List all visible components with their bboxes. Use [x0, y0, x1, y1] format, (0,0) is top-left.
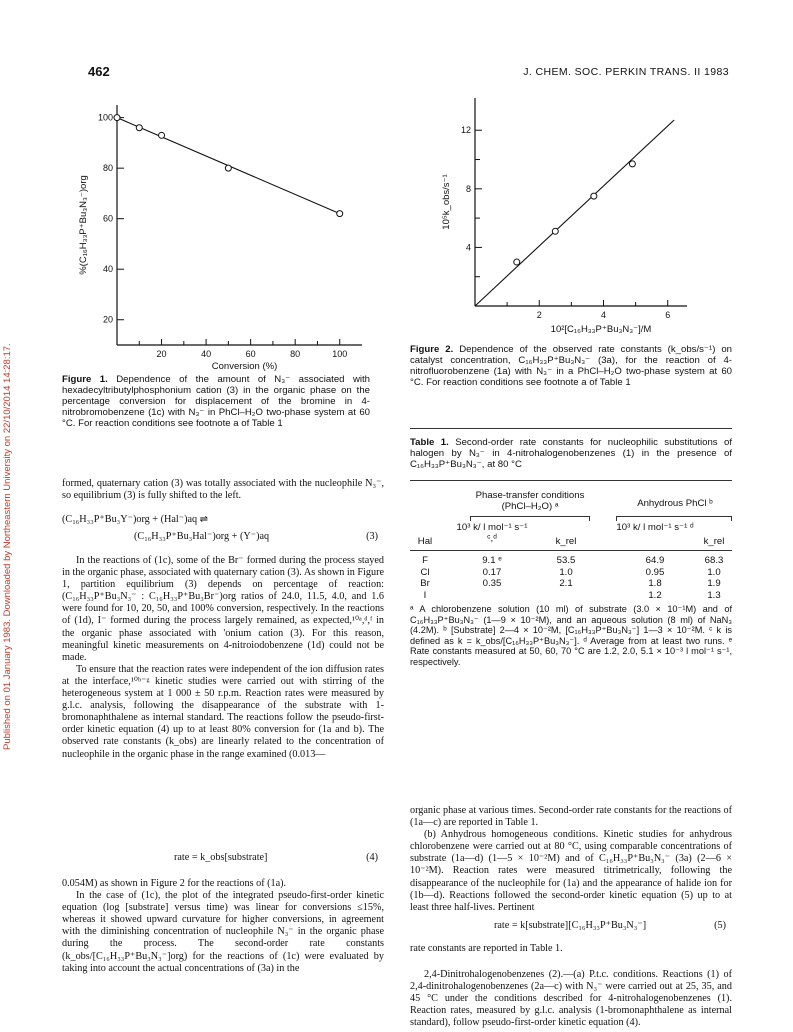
- y-tick-label: 20: [102, 314, 113, 325]
- data-point: [552, 228, 558, 234]
- table-1-title: Table 1. Second-order rate constants for nucleophilic substitutions of halogen by N₃⁻ in 4-nitrohalogenobenzenes (1) in the presence of C₁₆H₃₃P⁺Bu₃N₃⁻, at 80 °C: [410, 437, 733, 470]
- table-cell-k1: 9.1 ᵉ: [482, 555, 502, 566]
- y-tick-label: 80: [102, 163, 113, 174]
- table-1-footnotes: ᵃ A chlorobenzene solution (10 ml) of substrate (3.0 × 10⁻¹M) and of C₁₆H₃₃P⁺Bu₃N₃⁻ (1—9 × 10⁻²M), and an aqueous solution (8 ml) of NaN₃ (4.2M). ᵇ [Substrate] 2—4 × 10⁻²M, [C₁₆H₃₃P⁺Bu₃N₃⁻] 1—3 × 10⁻²M. ᶜ k is defined as k = k_obs/[C₁₆H₃₃P⁺Bu₃N₃⁻]. ᵈ Average from at least two runs. ᵉ Rate constants measured at 50, 60, 70 °C are 1.2, 2.0, 5.1 × 10⁻³ l mol⁻¹ s⁻¹, respectively.: [410, 604, 732, 667]
- figure-2-caption: Figure 2. Dependence of the observed rate constants (k_obs/s⁻¹) on catalyst concentration, C₁₆H₃₃P⁺Bu₃N₃⁻ (3a), for the reaction of 4-nitrofluorobenzene (1a) with N₃⁻ in a PhCl–H₂O two-phase system at 60 °C. For reaction conditions see footnote a of Table 1: [410, 344, 733, 388]
- equation-3-line1: (C₁₆H₃₃P⁺Bu₃Y⁻)org + (Hal⁻)aq ⇌: [62, 514, 209, 525]
- paragraph: formed, quaternary cation (3) was totally associated with the nucleophile N₃⁻, so equilibrium (3) is fully shifted to the left.: [62, 478, 384, 502]
- y-tick-label: 8: [465, 183, 471, 194]
- table-cell-hal: I: [423, 589, 427, 601]
- table-cell-krel1: 2.1: [559, 578, 573, 589]
- table-cell-hal: F: [422, 555, 428, 566]
- data-point: [114, 115, 120, 121]
- table-cell-k2: 1.8: [648, 578, 662, 589]
- table-cell-krel1: 53.5: [556, 555, 576, 566]
- data-point: [136, 125, 142, 131]
- table-cell-k1: 0.35: [482, 578, 502, 589]
- table-cell-krel2: 68.3: [704, 555, 724, 566]
- data-point: [337, 211, 343, 217]
- journal-header: J. CHEM. SOC. PERKIN TRANS. II 1983: [523, 66, 729, 78]
- paragraph: 2,4-Dinitrohalogenobenzenes (2).—(a) P.t.c. conditions. Reactions (1) of 2,4-dinitrohalogenobenzenes (2a—c) with N₃⁻ were carried out at 25, 35, and 45 °C under the conditions described for 4-nitrohalogenobenzenes (1). Reaction rates, measured by g.l.c. analysis (1-bromonaphthalene as internal standard), follow pseudo-first-order kinetic equation (4).: [410, 969, 732, 1029]
- table-cell-hal: Cl: [420, 566, 430, 578]
- column-header-krel1: k_rel: [555, 536, 577, 547]
- y-tick-label: 40: [102, 264, 113, 275]
- x-axis-label: Conversion (%): [211, 361, 278, 372]
- data-point: [629, 161, 635, 167]
- download-watermark: Published on 01 January 1983. Downloaded by Northeastern University on 22/10/2014 14:28:17.: [2, 343, 13, 750]
- x-tick-label: 80: [290, 349, 301, 359]
- data-point: [159, 132, 165, 138]
- table-group-ptc: Phase-transfer conditions (PhCl–H₂O) ᵃ: [475, 490, 585, 512]
- data-point: [225, 165, 231, 171]
- equation-3-line2: (C₁₆H₃₃P⁺Bu₃Hal⁻)org + (Y⁻)aq: [134, 531, 270, 542]
- table-cell-k2: 1.2: [648, 589, 662, 601]
- data-point: [514, 259, 520, 265]
- y-axis-label: %(C₁₆H₃₃P⁺Bu₃N₃⁻)org: [78, 175, 89, 275]
- group-brace-1: [470, 516, 590, 521]
- x-tick-label: 40: [201, 349, 212, 359]
- y-tick-label: 4: [465, 242, 471, 253]
- y-tick-label: 12: [460, 125, 471, 136]
- paragraph: (b) Anhydrous homogeneous conditions. Kinetic studies for anhydrous chlorobenzene were carried out at 80 °C, using comparable concentrations of substrate (1a—d) (1—5 × 10⁻²M) and of C₁₆H₃₃P⁺Bu₃N₃⁻ (3a) (2—6 × 10⁻²M). Reaction rates were measured titrimetrically, following the disappearance of the nucleophile for (1a) and the appearance of halide ion for (1b—d). Reactions followed the second-order kinetic equation (5) up to at least three half-lives. Pertinent: [410, 829, 732, 913]
- table-cell-hal: Br: [420, 578, 430, 589]
- table-1-label: Table 1.: [410, 437, 449, 448]
- table-group-anhydrous: Anhydrous PhCl ᵇ: [637, 498, 713, 509]
- figure-1-caption: Figure 1. Dependence of the amount of N₃⁻ associated with hexadecyltributylphosphonium cation (3) in the organic phase on the percentage conversion for displacement of the bromine in 4-nitrobromobenzene (1c) with N₃⁻ in PhCl–H₂O two-phase system at 60 °C. For reaction conditions see footnote a of Table 1: [62, 374, 371, 429]
- left-column-upper: [62, 478, 384, 502]
- x-tick-label: 4: [600, 310, 606, 320]
- x-tick-label: 20: [156, 349, 167, 359]
- equation-5-number: (5): [714, 920, 726, 931]
- table-1: [410, 428, 732, 768]
- right-column-section: [410, 969, 732, 1029]
- x-axis-label: 10²[C₁₆H₃₃P⁺Bu₃N₃⁻]/M: [550, 324, 652, 335]
- equation-5-text: rate = k[substrate][C₁₆H₃₃P⁺Bu₃N₃⁻]: [494, 920, 647, 931]
- paragraph: rate constants are reported in Table 1.: [410, 943, 563, 954]
- equation-3-number: (3): [366, 531, 378, 542]
- table-cell-k1: 0.17: [482, 566, 502, 578]
- table-cell-krel2: 1.0: [707, 566, 721, 578]
- left-column-middle: [62, 555, 384, 761]
- fit-line: [475, 120, 674, 306]
- table-cell-krel2: 1.9: [707, 578, 721, 589]
- page-number: 462: [88, 64, 110, 79]
- y-tick-label: 100: [97, 112, 113, 123]
- table-cell-k2: 64.9: [645, 555, 665, 566]
- paragraph: In the case of (1c), the plot of the integrated pseudo-first-order kinetic equation (log [substrate] versus time) was linear for conversions ≤15%, whereas it showed upward curvature for higher conversions, in agreement with the diminishing concentration of nucleophile N₃⁻ in the organic phase during the process. The second-order rate constants (k_obs/[C₁₆H₃₃P⁺Bu₃N₃⁻]org) for the reactions of (1c) were evaluated by taking into account the actual concentrations of (3a) in the: [62, 890, 384, 974]
- table-cell-k2: 0.95: [645, 566, 665, 578]
- table-cell-krel2: 1.3: [707, 589, 721, 601]
- paragraph: In the reactions of (1c), some of the Br⁻ formed during the process stayed in the organic phase, associated with quaternary cation (3). As shown in Figure 1, partition equilibrium (3) depends on percentage of reaction: (C₁₆H₃₃P⁺Bu₃N₃⁻ : C₁₆H₃₃P⁺Bu₃Br⁻)org ratios of 24.0, 11.5, 4.0, and 1.6 were found for 10, 20, 50, and 100% conversion, respectively. In the reactions of (1d), I⁻ formed during the process largely remained, as expected,¹⁰ᵃ,ᵈ,ᶠ in the organic phase associated with 'onium cation (3). For this reason, meaningful kinetic measurements on 4-nitroiodobenzene (1d) could not be made.: [62, 555, 384, 663]
- figure-1-chart: [70, 95, 370, 375]
- equation-4-text: rate = k_obs[substrate]: [174, 852, 268, 863]
- column-header-hal: Hal: [417, 536, 433, 547]
- column-header-k1: 10³ k/ l mol⁻¹ s⁻¹ ᶜ,ᵈ: [456, 522, 528, 544]
- data-point: [591, 193, 597, 199]
- x-tick-label: 6: [665, 310, 671, 320]
- paragraph: To ensure that the reaction rates were independent of the ion diffusion rates at the interface,¹⁰ᵇ⁻ᵍ kinetic studies were carried out with stirring of the heterogeneous system at 1 000 ± 50 r.p.m. Reaction rates were measured by g.l.c. analysis, following the disappearance of the substrate with 1-bromonaphthalene as internal standard. The reactions follow the pseudo-first-order kinetic equation (4) up to at least 80% conversion for (1a and b). The observed rate constants (k_obs) are linearly related to the concentration of nucleophile in the organic phase in the range examined (0.013—: [62, 663, 384, 760]
- figure-1-label: Figure 1.: [62, 374, 108, 385]
- y-tick-label: 60: [102, 213, 113, 224]
- column-header-k2: 10³ k/ l mol⁻¹ s⁻¹ ᵈ: [616, 522, 694, 533]
- table-cell-krel1: 1.0: [559, 566, 573, 578]
- figure-2-label: Figure 2.: [410, 344, 454, 355]
- paragraph: 0.054M) as shown in Figure 2 for the reactions of (1a).: [62, 878, 287, 889]
- x-tick-label: 60: [245, 349, 256, 359]
- equation-3: [62, 514, 384, 548]
- x-tick-label: 100: [332, 349, 348, 359]
- equation-4-number: (4): [366, 852, 378, 863]
- x-tick-label: 2: [536, 310, 542, 320]
- paragraph: organic phase at various times. Second-order rate constants for the reactions of (1a—c) are reported in Table 1.: [410, 805, 732, 829]
- column-header-krel2: k_rel: [703, 536, 725, 547]
- left-column-lower: [62, 878, 384, 975]
- figure-2-chart: [435, 92, 705, 337]
- right-column-upper: [410, 805, 732, 914]
- group-brace-2: [616, 516, 732, 521]
- right-column-lower: [410, 943, 732, 955]
- y-axis-label: 10⁵k_obs/s⁻¹: [441, 174, 452, 230]
